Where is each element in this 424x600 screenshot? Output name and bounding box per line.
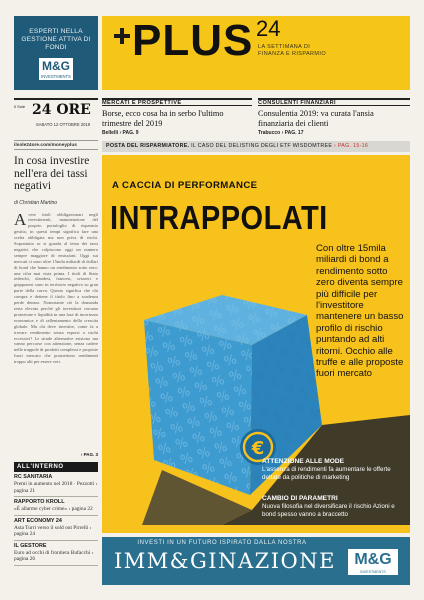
subhead-title: CAMBIO DI PARAMETRI [262, 495, 338, 502]
masthead-brand: PLUS [132, 16, 254, 65]
posta-page: › PAG. 15-16 [334, 143, 369, 149]
article-author: di Christian Martino [14, 199, 58, 206]
cover-deck: Con oltre 15mila miliardi di bond a rendimento sotto zero diventa sempre più difficile per l'investitore mantenere un basso profilo di rischio puntando ad alti ritorni. Occhio alle truffe e alle proposte fuori mercato [316, 243, 404, 380]
website-link[interactable]: ilsole24ore.com/moneyplus [14, 140, 98, 150]
news-reference: Trabucco › PAG. 17 [258, 130, 304, 136]
newspaper-logo: 24 ORE [32, 102, 91, 118]
news-reference: Bellelli › PAG. 9 [102, 130, 139, 136]
inside-item-text: Asta Turri verso il sold out Pirrelli › pagina 24 [14, 524, 92, 537]
ad-headline: IMM&GINAZIONE [114, 549, 336, 573]
inside-item-text: Premi in aumento nel 2018 · Pezzotti › pagina 21 [14, 481, 98, 494]
inside-item-text: «È allarme cyber crime» › pagina 22 [14, 506, 93, 512]
inside-item-kicker: ART ECONOMY 24 [14, 517, 62, 524]
mg-logo-sub: INVESTMENTS [360, 570, 386, 574]
news-box-markets[interactable] [102, 98, 252, 140]
bottom-advertisement[interactable] [102, 537, 410, 585]
posta-del-risparmiatore-strip[interactable] [102, 141, 410, 152]
ad-tagline: ESPERTI NELLA GESTIONE ATTIVA DI FONDI [21, 28, 91, 51]
inside-item-kicker: RC SANITARIA [14, 474, 53, 480]
cover-headline: INTRAPPOLATI [110, 199, 328, 236]
mg-logo: M&G [39, 58, 73, 80]
inside-item[interactable] [14, 541, 98, 566]
plus24-masthead [102, 16, 410, 90]
drop-cap: A [14, 209, 27, 229]
issue-date: SABATO 12 OTTOBRE 2019 [35, 122, 91, 127]
inside-item-kicker: RAPPORTO KROLL [14, 499, 65, 505]
cover-story[interactable] [102, 155, 410, 533]
cover-subhead-1 [262, 458, 407, 481]
news-title: Consulentia 2019: va curata l'ansia finanziaria dei clienti [258, 109, 374, 128]
news-label: CONSULENTI FINANZIARI [258, 98, 410, 106]
article-body [14, 209, 98, 366]
masthead-number: 24 [256, 16, 281, 41]
inside-item[interactable] [14, 516, 98, 541]
newspaper-header [14, 98, 98, 136]
subhead-text: L'assenza di rendimenti fa aumentare le offerte dettate da politiche di marketing [262, 466, 391, 481]
inside-item-kicker: IL GESTORE [14, 542, 47, 549]
posta-text: IL CASO DEL DELISTING DEGLI ETF WISDOMTREE [191, 143, 333, 149]
inside-index [14, 462, 98, 566]
inside-index-title: ALL'INTERNO [14, 462, 98, 472]
left-column-article[interactable] [14, 155, 98, 455]
news-box-advisors[interactable] [258, 98, 410, 140]
masthead-claim: LA SETTIMANA DI FINANZA E RISPARMIO [258, 44, 327, 57]
article-continue[interactable]: › PAG. 3 [80, 452, 98, 457]
cover-kicker: A CACCIA DI PERFORMANCE [112, 180, 258, 191]
plus-icon [114, 28, 130, 44]
news-title: Borse, ecco cosa ha in serbo l'ultimo trimestre del 2019 [102, 109, 224, 128]
subhead-title: ATTENZIONE ALLE MODE [262, 458, 345, 465]
top-advertisement[interactable] [14, 16, 98, 90]
subhead-text: Nuova filosofia nel diversificare il rischio Azioni e bond spesso vanno a braccetto [262, 503, 395, 518]
inside-item-text: Euro ad occhi di frontiera Bufacchi › pagina 26 [14, 549, 94, 562]
newspaper-edition: Il Sole [14, 104, 26, 109]
cover-subhead-2 [262, 495, 407, 518]
news-label: MERCATI E PROSPETTIVE [102, 98, 252, 106]
article-text: vere titoli obbligazionari negli investimenti, manutenzione del proprio portafoglio di risparmio gestito, in questi tempi significa fare una scelta obbligata ma non priva di rischi. Soprattutto se si guarda al tema dei tassi negativi che colpiscono oggi un numero sempre maggiore di emissioni. Oggi sui mercati ci sono oltre 15mila miliardi di dollari di bond che hanno un rendimento sotto zero: una cifra mai vista prima. I titoli di Stato tedeschi, olandesi, francesi, svizzeri e giapponesi sono in territorio negativo su gran parte della curva. Questo significa che chi compra e detiene il titolo fino a scadenza perde denaro. Nonostante ciò la domanda resta elevata perché gli investitori cercano protezione e liquidità in una fase di incertezza economica e di rallentamento della crescita globale. Ma chi deve investire, come fa a trovare rendimento senza esporsi a rischi eccessivi? Le strade alternative esistono ma vanno percorse con attenzione, senza cadere nelle trappole di prodotti complessi e proposte fuori mercato che promettono rendimenti troppo alti per essere veri. [14, 211, 98, 365]
article-title: In cosa investire nell'era dei tassi negativi [14, 155, 90, 192]
ad-small-text: INVESTI IN UN FUTURO ISPIRATO DALLA NOSTRA [137, 540, 307, 546]
svg-text:€: € [251, 438, 265, 459]
mg-logo: M&G [348, 549, 398, 575]
inside-item[interactable] [14, 497, 98, 516]
mg-logo-sub: INVESTMENTS [41, 74, 71, 79]
posta-label: POSTA DEL RISPARMIATORE. [106, 143, 190, 149]
inside-item[interactable] [14, 472, 98, 497]
